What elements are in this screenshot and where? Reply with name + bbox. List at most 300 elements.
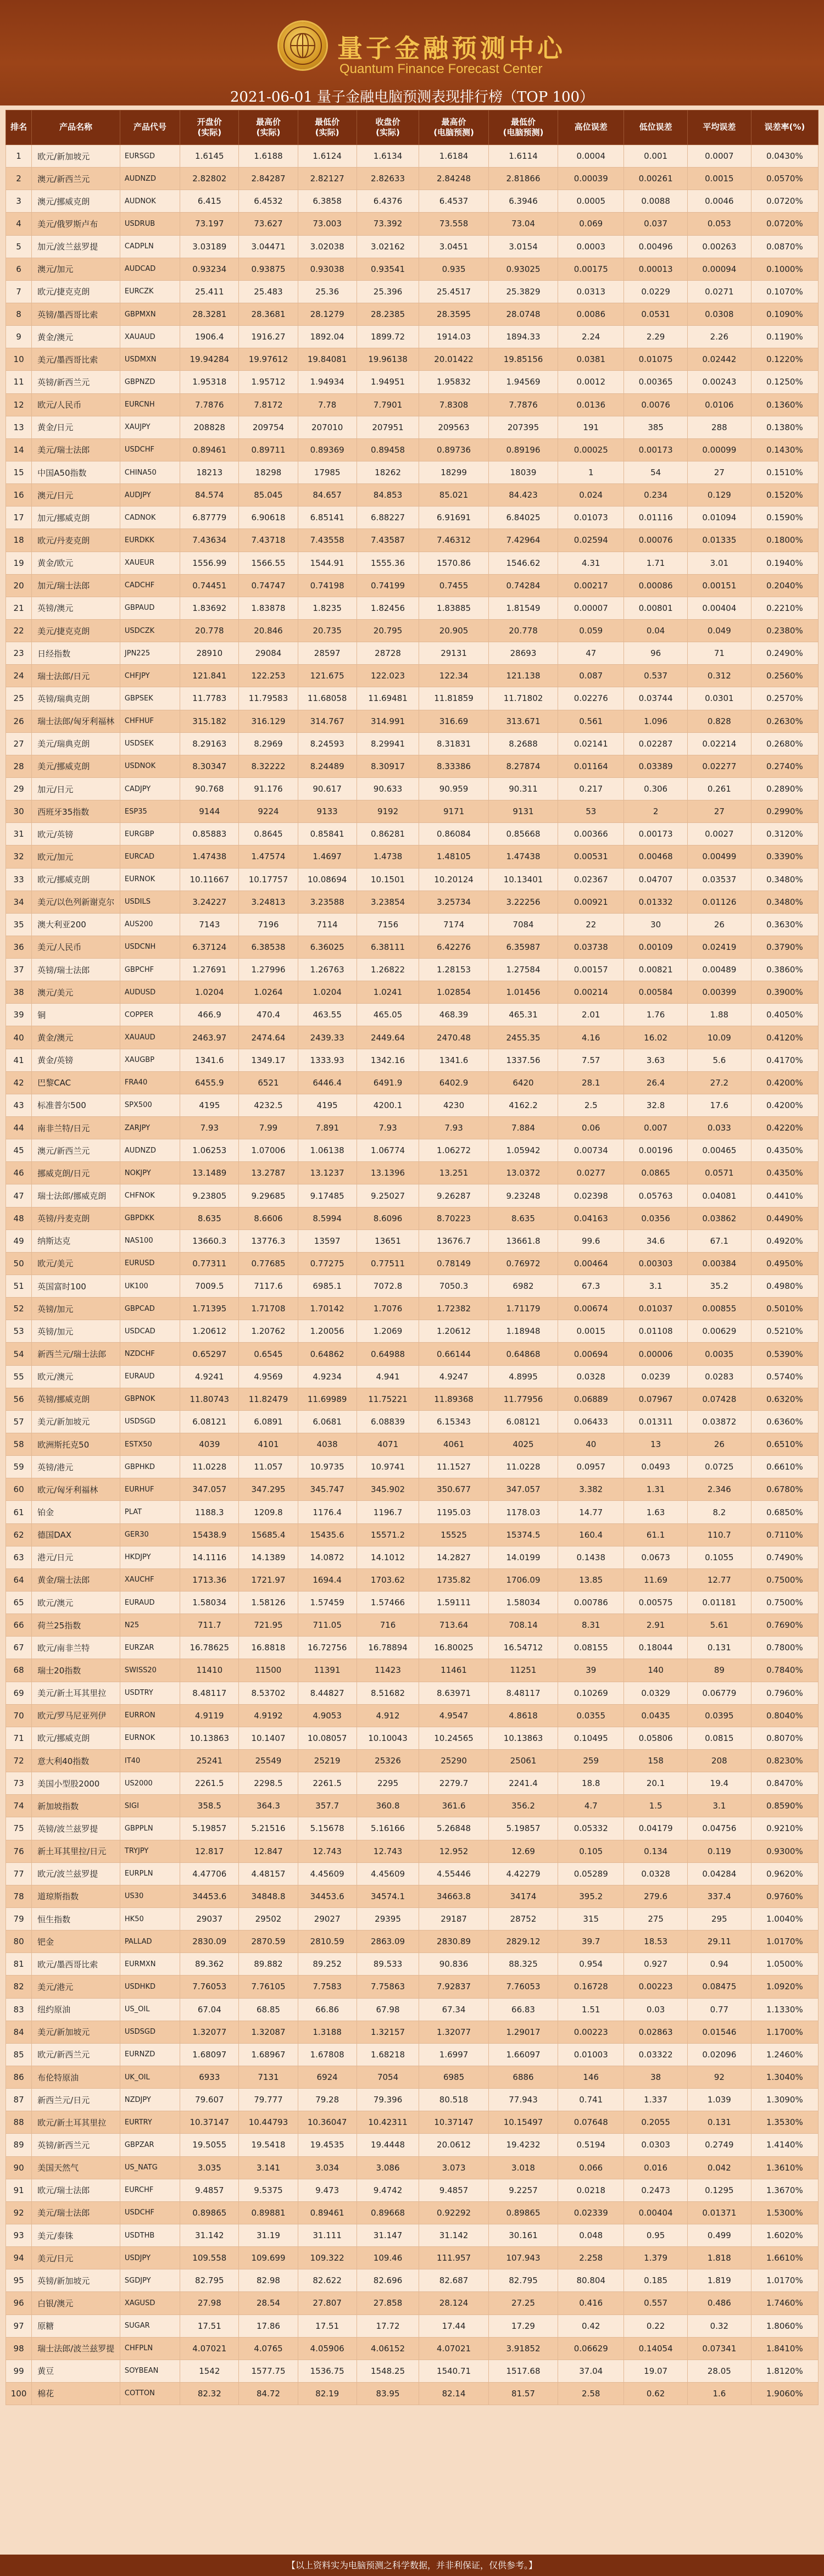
average-error-cell: 295 (688, 1907, 751, 1930)
open-price-cell: 10.13863 (180, 1727, 239, 1749)
low-price-cell: 82.622 (298, 2269, 357, 2292)
average-error-cell: 0.00489 (688, 959, 751, 981)
close-price-cell: 1.57466 (357, 1592, 419, 1614)
rank-cell: 28 (6, 755, 32, 777)
low-price-cell: 8.24593 (298, 732, 357, 755)
high-price-cell: 11.82479 (239, 1388, 298, 1410)
rank-cell: 30 (6, 800, 32, 823)
predicted-high-cell: 1.28153 (419, 959, 488, 981)
high-error-cell: 0.00366 (558, 823, 624, 845)
average-error-cell: 0.042 (688, 2156, 751, 2179)
rank-cell: 24 (6, 665, 32, 687)
product-name-cell: 美国天然气 (32, 2156, 120, 2179)
high-error-cell: 8.31 (558, 1614, 624, 1637)
open-price-cell: 11.0228 (180, 1456, 239, 1478)
low-price-cell: 3.23588 (298, 891, 357, 913)
table-row (6, 1501, 819, 1523)
close-price-cell: 0.86281 (357, 823, 419, 845)
low-error-cell: 0.03322 (624, 2043, 688, 2066)
high-price-cell: 82.98 (239, 2269, 298, 2292)
column-header: 收盘价 (实际) (357, 110, 419, 145)
product-code-cell: AUDNOK (120, 190, 180, 213)
rank-cell: 3 (6, 190, 32, 213)
open-price-cell: 109.558 (180, 2247, 239, 2269)
low-price-cell: 0.89369 (298, 438, 357, 461)
high-price-cell: 3.141 (239, 2156, 298, 2179)
predicted-high-cell: 1.20612 (419, 1320, 488, 1343)
table-row (6, 416, 819, 438)
rank-cell: 34 (6, 891, 32, 913)
table-row (6, 213, 819, 235)
predicted-low-cell: 1546.62 (488, 552, 558, 574)
average-error-cell: 0.02419 (688, 936, 751, 958)
close-price-cell: 8.6096 (357, 1207, 419, 1229)
low-error-cell: 0.00196 (624, 1139, 688, 1162)
product-name-cell: 欧元/美元 (32, 1252, 120, 1275)
high-error-cell: 67.3 (558, 1275, 624, 1298)
product-name-cell: 新土耳其里拉/日元 (32, 1840, 120, 1862)
low-error-cell: 0.037 (624, 213, 688, 235)
average-error-cell: 28.05 (688, 2360, 751, 2382)
rank-cell: 85 (6, 2043, 32, 2066)
low-price-cell: 5.15678 (298, 1817, 357, 1840)
rank-cell: 70 (6, 1704, 32, 1727)
low-price-cell: 6.3858 (298, 190, 357, 213)
low-price-cell: 10.9735 (298, 1456, 357, 1478)
predicted-high-cell: 13676.7 (419, 1229, 488, 1252)
rank-cell: 2 (6, 168, 32, 190)
high-price-cell: 5.21516 (239, 1817, 298, 1840)
average-error-cell: 1.039 (688, 2089, 751, 2111)
rank-cell: 14 (6, 438, 32, 461)
table-row (6, 2337, 819, 2360)
error-rate-cell: 0.1220% (751, 348, 818, 371)
low-price-cell: 1.06138 (298, 1139, 357, 1162)
high-error-cell: 0.00214 (558, 981, 624, 1004)
predicted-low-cell: 12.69 (488, 1840, 558, 1862)
table-row (6, 1953, 819, 1976)
product-code-cell: EURSGD (120, 145, 180, 168)
product-code-cell: EURDKK (120, 529, 180, 552)
product-name-cell: 黄金/澳元 (32, 1026, 120, 1049)
low-price-cell: 7.43558 (298, 529, 357, 552)
product-name-cell: 欧洲斯托克50 (32, 1433, 120, 1456)
low-price-cell: 711.05 (298, 1614, 357, 1637)
close-price-cell: 1196.7 (357, 1501, 419, 1523)
table-row (6, 280, 819, 303)
low-price-cell: 8.5994 (298, 1207, 357, 1229)
close-price-cell: 9.4742 (357, 2179, 419, 2201)
predicted-high-cell: 1.83885 (419, 597, 488, 619)
table-row (6, 1614, 819, 1637)
average-error-cell: 0.2749 (688, 2134, 751, 2156)
rank-cell: 95 (6, 2269, 32, 2292)
error-rate-cell: 0.2210% (751, 597, 818, 619)
product-name-cell: 英镑/瑞士法郎 (32, 959, 120, 981)
high-error-cell: 0.00223 (558, 2021, 624, 2043)
predicted-low-cell: 1.47438 (488, 845, 558, 868)
close-price-cell: 89.533 (357, 1953, 419, 1976)
product-code-cell: XAUJPY (120, 416, 180, 438)
rank-cell: 94 (6, 2247, 32, 2269)
low-price-cell: 13597 (298, 1229, 357, 1252)
predicted-low-cell: 19.85156 (488, 348, 558, 371)
error-rate-cell: 1.3040% (751, 2066, 818, 2088)
product-name-cell: 欧元/捷克克朗 (32, 280, 120, 303)
product-name-cell: 澳元/美元 (32, 981, 120, 1004)
high-error-cell: 0.00039 (558, 168, 624, 190)
average-error-cell: 1.819 (688, 2269, 751, 2292)
close-price-cell: 2449.64 (357, 1026, 419, 1049)
open-price-cell: 3.24227 (180, 891, 239, 913)
low-error-cell: 0.00801 (624, 597, 688, 619)
table-row (6, 1184, 819, 1207)
open-price-cell: 711.7 (180, 1614, 239, 1637)
product-code-cell: SWISS20 (120, 1659, 180, 1682)
table-row (6, 755, 819, 777)
high-price-cell: 1.32087 (239, 2021, 298, 2043)
predicted-high-cell: 10.37147 (419, 2111, 488, 2134)
high-price-cell: 6521 (239, 1071, 298, 1094)
average-error-cell: 0.04081 (688, 1184, 751, 1207)
high-price-cell: 4.48157 (239, 1862, 298, 1885)
close-price-cell: 25.396 (357, 280, 419, 303)
predicted-low-cell: 8.27874 (488, 755, 558, 777)
high-error-cell: 0.024 (558, 484, 624, 507)
high-price-cell: 1.68967 (239, 2043, 298, 2066)
close-price-cell: 9192 (357, 800, 419, 823)
low-error-cell: 0.00575 (624, 1592, 688, 1614)
high-error-cell: 0.06433 (558, 1410, 624, 1433)
low-error-cell: 54 (624, 461, 688, 483)
predicted-high-cell: 2279.7 (419, 1772, 488, 1795)
open-price-cell: 208828 (180, 416, 239, 438)
product-name-cell: 挪威克朗/日元 (32, 1162, 120, 1184)
open-price-cell: 8.29163 (180, 732, 239, 755)
predicted-low-cell: 3.91852 (488, 2337, 558, 2360)
product-code-cell: AUS200 (120, 913, 180, 936)
low-price-cell: 10.08057 (298, 1727, 357, 1749)
low-error-cell: 3.63 (624, 1049, 688, 1071)
error-rate-cell: 0.4410% (751, 1184, 818, 1207)
error-rate-cell: 1.0170% (751, 2269, 818, 2292)
high-error-cell: 0.0005 (558, 190, 624, 213)
disclaimer-footer: 【以上资料实为电脑预测之科学数据，并非利保证，仅供参考。】 (0, 2555, 824, 2576)
high-error-cell: 0.01003 (558, 2043, 624, 2066)
table-row (6, 235, 819, 258)
predicted-high-cell: 11.89368 (419, 1388, 488, 1410)
predicted-low-cell: 0.93025 (488, 258, 558, 280)
high-price-cell: 7131 (239, 2066, 298, 2088)
rank-cell: 79 (6, 1907, 32, 1930)
open-price-cell: 1542 (180, 2360, 239, 2382)
product-code-cell: XAUCHF (120, 1568, 180, 1591)
low-price-cell: 31.111 (298, 2224, 357, 2246)
close-price-cell: 207951 (357, 416, 419, 438)
error-rate-cell: 1.3530% (751, 2111, 818, 2134)
table-row (6, 507, 819, 529)
predicted-high-cell: 5.26848 (419, 1817, 488, 1840)
close-price-cell: 109.46 (357, 2247, 419, 2269)
predicted-low-cell: 7084 (488, 913, 558, 936)
low-error-cell: 30 (624, 913, 688, 936)
product-name-cell: 铜 (32, 1004, 120, 1026)
predicted-low-cell: 1.29017 (488, 2021, 558, 2043)
rank-cell: 31 (6, 823, 32, 845)
predicted-high-cell: 0.92292 (419, 2201, 488, 2224)
error-rate-cell: 1.5300% (751, 2201, 818, 2224)
product-name-cell: 德国DAX (32, 1523, 120, 1546)
open-price-cell: 358.5 (180, 1795, 239, 1817)
table-row (6, 2179, 819, 2201)
high-error-cell: 0.0328 (558, 1365, 624, 1388)
high-error-cell: 0.0277 (558, 1162, 624, 1184)
high-error-cell: 53 (558, 800, 624, 823)
low-error-cell: 2.91 (624, 1614, 688, 1637)
product-code-cell: IT40 (120, 1749, 180, 1772)
table-row (6, 190, 819, 213)
product-name-cell: 黄金/瑞士法郎 (32, 1568, 120, 1591)
average-error-cell: 0.00499 (688, 845, 751, 868)
predicted-high-cell: 8.31831 (419, 732, 488, 755)
table-row (6, 1207, 819, 1229)
rank-cell: 73 (6, 1772, 32, 1795)
error-rate-cell: 1.3610% (751, 2156, 818, 2179)
high-error-cell: 0.00786 (558, 1592, 624, 1614)
rank-cell: 16 (6, 484, 32, 507)
close-price-cell: 11.69481 (357, 687, 419, 710)
column-header: 低位误差 (624, 110, 688, 145)
product-name-cell: 欧元/波兰兹罗提 (32, 1862, 120, 1885)
product-code-cell: GBPSEK (120, 687, 180, 710)
table-row (6, 1523, 819, 1546)
predicted-high-cell: 1.32077 (419, 2021, 488, 2043)
product-name-cell: 布伦特原油 (32, 2066, 120, 2088)
close-price-cell: 17.72 (357, 2314, 419, 2337)
open-price-cell: 82.32 (180, 2382, 239, 2405)
product-name-cell: 英镑/加元 (32, 1320, 120, 1343)
product-code-cell: GBPNZD (120, 371, 180, 393)
low-error-cell: 1.096 (624, 710, 688, 732)
average-error-cell: 0.1295 (688, 2179, 751, 2201)
predicted-high-cell: 9.26287 (419, 1184, 488, 1207)
high-price-cell: 10.17757 (239, 868, 298, 891)
open-price-cell: 25.411 (180, 280, 239, 303)
table-row (6, 710, 819, 732)
predicted-high-cell: 11.1527 (419, 1456, 488, 1478)
error-rate-cell: 0.7840% (751, 1659, 818, 1682)
error-rate-cell: 0.0430% (751, 145, 818, 168)
table-row (6, 2201, 819, 2224)
low-error-cell: 0.2473 (624, 2179, 688, 2201)
open-price-cell: 0.65297 (180, 1343, 239, 1365)
rank-cell: 7 (6, 280, 32, 303)
low-error-cell: 0.00468 (624, 845, 688, 868)
low-error-cell: 0.00173 (624, 823, 688, 845)
product-code-cell: CADCHF (120, 574, 180, 597)
low-error-cell: 0.01075 (624, 348, 688, 371)
product-code-cell: USDSGD (120, 2021, 180, 2043)
predicted-low-cell: 4025 (488, 1433, 558, 1456)
table-row (6, 145, 819, 168)
product-code-cell: USDCZK (120, 619, 180, 642)
product-name-cell: 美元/瑞士法郎 (32, 438, 120, 461)
predicted-high-cell: 2.84248 (419, 168, 488, 190)
average-error-cell: 0.0271 (688, 280, 751, 303)
product-name-cell: 澳元/新西兰元 (32, 168, 120, 190)
table-row (6, 552, 819, 574)
open-price-cell: 347.057 (180, 1478, 239, 1501)
high-price-cell: 1577.75 (239, 2360, 298, 2382)
table-row (6, 1388, 819, 1410)
predicted-high-cell: 1.48105 (419, 845, 488, 868)
product-name-cell: 欧元/澳元 (32, 1592, 120, 1614)
close-price-cell: 1555.36 (357, 552, 419, 574)
rank-cell: 52 (6, 1298, 32, 1320)
predicted-high-cell: 20.01422 (419, 348, 488, 371)
predicted-low-cell: 0.74284 (488, 574, 558, 597)
product-code-cell: USDTHB (120, 2224, 180, 2246)
product-code-cell: EURNZD (120, 2043, 180, 2066)
open-price-cell: 1.32077 (180, 2021, 239, 2043)
predicted-low-cell: 1.18948 (488, 1320, 558, 1343)
rank-cell: 63 (6, 1546, 32, 1568)
rank-cell: 54 (6, 1343, 32, 1365)
product-code-cell: ESP35 (120, 800, 180, 823)
rank-cell: 51 (6, 1275, 32, 1298)
product-name-cell: 黄金/日元 (32, 416, 120, 438)
average-error-cell: 92 (688, 2066, 751, 2088)
predicted-high-cell: 1.02854 (419, 981, 488, 1004)
product-name-cell: 美元/泰铢 (32, 2224, 120, 2246)
open-price-cell: 82.795 (180, 2269, 239, 2292)
high-error-cell: 0.069 (558, 213, 624, 235)
low-price-cell: 4038 (298, 1433, 357, 1456)
low-error-cell: 0.01311 (624, 1410, 688, 1433)
product-code-cell: USDILS (120, 891, 180, 913)
high-error-cell: 0.954 (558, 1953, 624, 1976)
error-rate-cell: 0.4200% (751, 1094, 818, 1116)
high-error-cell: 2.01 (558, 1004, 624, 1026)
open-price-cell: 27.98 (180, 2292, 239, 2314)
low-price-cell: 73.003 (298, 213, 357, 235)
rank-cell: 45 (6, 1139, 32, 1162)
error-rate-cell: 1.8120% (751, 2360, 818, 2382)
high-price-cell: 1.07006 (239, 1139, 298, 1162)
close-price-cell: 465.05 (357, 1004, 419, 1026)
product-code-cell: EURRON (120, 1704, 180, 1727)
close-price-cell: 6491.9 (357, 1071, 419, 1094)
close-price-cell: 6.88227 (357, 507, 419, 529)
predicted-high-cell: 3.073 (419, 2156, 488, 2179)
error-rate-cell: 0.2990% (751, 800, 818, 823)
table-row (6, 2111, 819, 2134)
open-price-cell: 0.93234 (180, 258, 239, 280)
table-row (6, 959, 819, 981)
predicted-high-cell: 361.6 (419, 1795, 488, 1817)
predicted-high-cell: 9.4857 (419, 2179, 488, 2201)
predicted-low-cell: 8.635 (488, 1207, 558, 1229)
open-price-cell: 1.95318 (180, 371, 239, 393)
product-name-cell: 欧元/英镑 (32, 823, 120, 845)
predicted-high-cell: 29187 (419, 1907, 488, 1930)
low-error-cell: 0.18044 (624, 1637, 688, 1659)
high-price-cell: 73.627 (239, 213, 298, 235)
high-price-cell: 10.1407 (239, 1727, 298, 1749)
predicted-high-cell: 13.251 (419, 1162, 488, 1184)
high-price-cell: 4.9192 (239, 1704, 298, 1727)
product-name-cell: 澳元/新西兰元 (32, 1139, 120, 1162)
open-price-cell: 14.1116 (180, 1546, 239, 1568)
high-error-cell: 0.16728 (558, 1976, 624, 1998)
high-price-cell: 20.846 (239, 619, 298, 642)
table-row (6, 303, 819, 325)
predicted-low-cell: 1.05942 (488, 1139, 558, 1162)
open-price-cell: 4.47706 (180, 1862, 239, 1885)
predicted-high-cell: 3.25734 (419, 891, 488, 913)
low-error-cell: 0.04707 (624, 868, 688, 891)
low-price-cell: 7.7583 (298, 1976, 357, 1998)
low-price-cell: 345.747 (298, 1478, 357, 1501)
product-name-cell: 美元/新加坡元 (32, 2021, 120, 2043)
low-price-cell: 121.675 (298, 665, 357, 687)
table-row (6, 642, 819, 665)
low-price-cell: 314.767 (298, 710, 357, 732)
table-row (6, 1704, 819, 1727)
high-error-cell: 0.02141 (558, 732, 624, 755)
close-price-cell: 34574.1 (357, 1885, 419, 1907)
predicted-high-cell: 1570.86 (419, 552, 488, 574)
predicted-high-cell: 1914.03 (419, 326, 488, 348)
low-error-cell: 0.00496 (624, 235, 688, 258)
low-price-cell: 1.70142 (298, 1298, 357, 1320)
open-price-cell: 1556.99 (180, 552, 239, 574)
average-error-cell: 0.77 (688, 1998, 751, 2021)
predicted-high-cell: 7.8308 (419, 393, 488, 416)
rank-cell: 65 (6, 1592, 32, 1614)
high-error-cell: 0.06 (558, 1117, 624, 1139)
error-rate-cell: 0.3860% (751, 959, 818, 981)
table-body (6, 145, 819, 2405)
high-error-cell: 0.048 (558, 2224, 624, 2246)
predicted-low-cell: 81.57 (488, 2382, 558, 2405)
table-row (6, 1026, 819, 1049)
error-rate-cell: 0.2630% (751, 710, 818, 732)
low-price-cell: 1536.75 (298, 2360, 357, 2382)
high-error-cell: 0.087 (558, 665, 624, 687)
low-error-cell: 2.29 (624, 326, 688, 348)
table-row (6, 1840, 819, 1862)
product-code-cell: GBPPLN (120, 1817, 180, 1840)
product-name-cell: 新西兰元/瑞士法郎 (32, 1343, 120, 1365)
close-price-cell: 0.74199 (357, 574, 419, 597)
error-rate-cell: 1.8060% (751, 2314, 818, 2337)
table-row (6, 1162, 819, 1184)
predicted-high-cell: 85.021 (419, 484, 488, 507)
predicted-high-cell: 80.518 (419, 2089, 488, 2111)
low-price-cell: 25219 (298, 1749, 357, 1772)
error-rate-cell: 0.5010% (751, 1298, 818, 1320)
table-row (6, 484, 819, 507)
predicted-high-cell: 11.81859 (419, 687, 488, 710)
high-error-cell: 0.0015 (558, 1320, 624, 1343)
product-code-cell: ZARJPY (120, 1117, 180, 1139)
product-name-cell: 瑞士20指数 (32, 1659, 120, 1682)
predicted-high-cell: 111.957 (419, 2247, 488, 2269)
table-row (6, 1252, 819, 1275)
average-error-cell: 0.131 (688, 1637, 751, 1659)
high-price-cell: 364.3 (239, 1795, 298, 1817)
